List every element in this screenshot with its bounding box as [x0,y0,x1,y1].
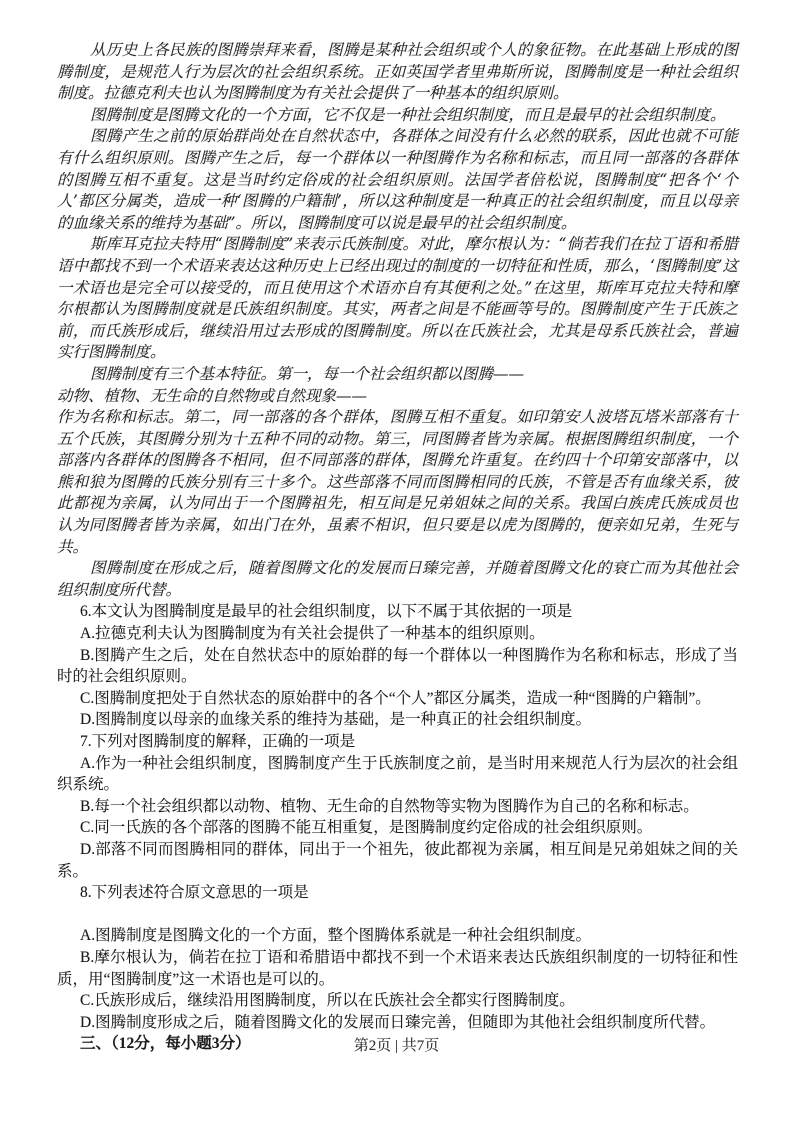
passage-paragraph-3: 图腾产生之前的原始群尚处在自然状态中，各群体之间没有什么必然的联系，因此也就不可能有什么组织原则。图腾产生之后，每一个群体以一种图腾作为名称和标志，而且同一部落的各群体的图腾互相不重复。这是当时约定俗成的社会组织原则。法国学者倍松说，图腾制度“把各个‘个人’都区分属类，造成一种‘图腾的户籍制’，所以这种制度是一种真正的社会组织制度，而且以母亲的血缘关系的维持为基础”。所以，图腾制度可以说是最早的社会组织制度。 [57,127,738,232]
passage-paragraph-4: 斯库耳克拉夫特用“图腾制度”来表示氏族制度。对此，摩尔根认为：“倘若我们在拉丁语和希腊语中都找不到一个术语来表达这种历史上已经出现过的制度的一切特征和性质，那么，‘图腾制度’这一术语也是完全可以接受的，而且使用这个术语亦自有其便利之处。”在这里，斯库耳克拉夫特和摩尔根都认为图腾制度就是氏族组织制度。其实，两者之间是不能画等号的。图腾制度产生于氏族之前，而氏族形成后，继续沿用过去形成的图腾制度。所以在氏族社会，尤其是母系氏族社会，普遍实行图腾制度。 [57,235,738,362]
question-6-option-a: A.拉德克利夫认为图腾制度为有关社会提供了一种基本的组织原则。 [80,625,545,643]
question-7-option-a: A.作为一种社会组织制度，图腾制度产生于氏族制度之前，是当时用来规范人行为层次的社会组织系统。 [57,754,738,794]
question-7 [57,731,738,882]
question-7-option-c: C.同一氏族的各个部落的图腾不能互相重复，是图腾制度约定俗成的社会组织原则。 [80,819,653,837]
question-8-option-a: A.图腾制度是图腾文化的一个方面，整个图腾体系就是一种社会组织制度。 [80,927,592,945]
question-7-option-d: D.部落不同而图腾相同的群体，同出于一个祖先，彼此都视为亲属，相互间是兄弟姐妹之间的关系。 [57,840,738,880]
question-7-option-b: B.每一个社会组织都以动物、植物、无生命的自然物等实物为图腾作为自己的名称和标志。 [80,797,699,815]
question-8-stem: 8.下列表述符合原文意思的一项是 [80,884,309,902]
page-content [57,40,738,1055]
question-6-option-c: C.图腾制度把处于自然状态的原始群中的各个“个人”都区分属类，造成一种“图腾的户籍制”。 [80,689,711,707]
passage-paragraph-5-rest: 作为名称和标志。第二，同一部落的各个群体，图腾互相不重复。如印第安人波塔瓦塔米部落有十五个氏族，其图腾分别为十五种不同的动物。第三，同图腾者皆为亲属。根据图腾组织制度，一个部落内各群体的图腾各不相同，但不同部落的群体，图腾允许重复。在约四十个印第安部落中，以熊和狼为图腾的氏族分别有三十多个。这些部落不同而图腾相同的氏族，不管是否有血缘关系，彼此都视为亲属，认为同出于一个图腾祖先，相互间是兄弟姐妹之间的关系。我国白族虎氏族成员也认为同图腾者皆为亲属，如出门在外，虽素不相识，但只要是以虎为图腾的，便亲如兄弟，生死与共。 [57,408,738,556]
question-6-option-d: D.图腾制度以母亲的血缘关系的维持为基础，是一种真正的社会组织制度。 [80,711,592,729]
question-8-option-b: B.摩尔根认为，倘若在拉丁语和希腊语中都找不到一个术语来表达氏族组织制度的一切特征和性质，用“图腾制度”这一术语也是可以的。 [57,948,738,988]
question-6 [57,601,738,731]
question-7-stem: 7.下列对图腾制度的解释，正确的一项是 [80,733,356,750]
page-number-footer: 第2页 | 共7页 [353,1038,440,1054]
question-8 [57,882,738,1033]
section-three-heading: 三、（12分，每小题3分） [80,1035,251,1053]
question-8-option-c: C.氏族形成后，继续沿用图腾制度，所以在氏族社会全都实行图腾制度。 [80,992,575,1010]
question-8-option-d: D.图腾制度形成之后，随着图腾文化的发展而日臻完善，但随即为其他社会组织制度所代替。 [80,1013,716,1031]
question-6-option-b: B.图腾产生之后，处在自然状态中的原始群的每一个群体以一种图腾作为名称和标志，形成了当时的社会组织原则。 [57,646,738,686]
passage-paragraph-1: 从历史上各民族的图腾崇拜来看，图腾是某种社会组织或个人的象征物。在此基础上形成的图腾制度，是规范人行为层次的社会组织系统。正如英国学者里弗斯所说，图腾制度是一种社会组织制度。拉德克利夫也认为图腾制度为有关社会提供了一种基本的组织原则。 [57,41,738,103]
question-6-stem: 6.本文认为图腾制度是最早的社会组织制度，以下不属于其依据的一项是 [80,603,573,621]
passage-paragraph-2: 图腾制度是图腾文化的一个方面，它不仅是一种社会组织制度，而且是最早的社会组织制度。 [90,105,726,124]
passage-paragraph-6: 图腾制度在形成之后，随着图腾文化的发展而日臻完善，并随着图腾文化的衰亡而为其他社会组织制度所代替。 [57,559,738,599]
passage-paragraph-5-line-2: 动物、植物、无生命的自然物或自然现象—— [57,386,368,405]
passage-paragraph-5-line-1: 图腾制度有三个基本特征。第一，每一个社会组织都以图腾—— [90,364,525,383]
